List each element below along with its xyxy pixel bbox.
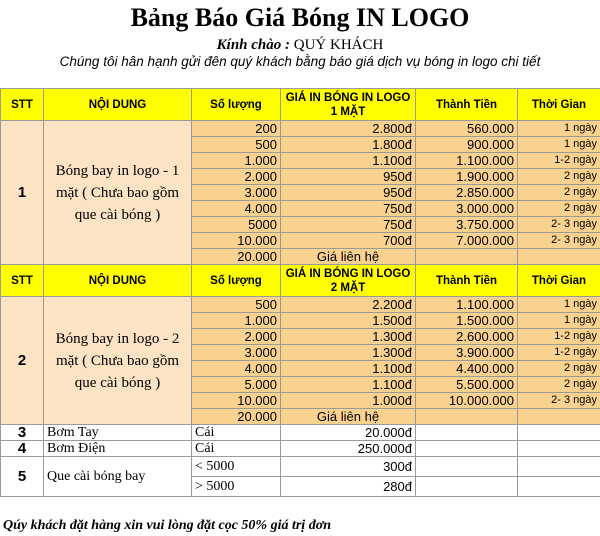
- total-cell: [416, 409, 518, 425]
- header-quantity: Số lượng: [192, 89, 281, 121]
- quantity-cell: 500: [192, 297, 281, 313]
- unit-price-cell: 20.000đ: [281, 425, 416, 441]
- total-cell: [416, 249, 518, 265]
- quantity-cell: 5000: [192, 217, 281, 233]
- unit-price-cell: 2.800đ: [281, 121, 416, 137]
- row-description: Que cài bóng bay: [44, 457, 192, 497]
- table-row: [1, 425, 600, 441]
- unit-price-cell: 1.100đ: [281, 361, 416, 377]
- footer-note: Qúy khách đặt hàng xin vui lòng đặt cọc 50% giá trị đơn: [3, 518, 331, 533]
- quantity-cell: 4.000: [192, 361, 281, 377]
- quantity-cell: 20.000: [192, 249, 281, 265]
- header-stt: STT: [1, 89, 44, 121]
- quantity-cell: 2.000: [192, 329, 281, 345]
- price-contact-cell: Giá liên hệ: [281, 249, 416, 265]
- unit-price-cell: 300đ: [281, 457, 416, 477]
- time-cell: [518, 477, 600, 497]
- unit-price-cell: 1.100đ: [281, 153, 416, 169]
- time-cell: [518, 441, 600, 457]
- unit-price-cell: 280đ: [281, 477, 416, 497]
- time-cell: [518, 425, 600, 441]
- row-description: Bóng bay in logo - 2 mặt ( Chưa bao gồm que cài bóng ): [44, 297, 192, 425]
- time-cell: [518, 457, 600, 477]
- quantity-cell: 5.000: [192, 377, 281, 393]
- total-cell: 560.000: [416, 121, 518, 137]
- time-cell: 2 ngày: [518, 185, 600, 201]
- quantity-cell: 500: [192, 137, 281, 153]
- quantity-cell: > 5000: [192, 477, 281, 497]
- intro-text: Chúng tôi hân hạnh gửi đên quý khách bằng báo giá dịch vụ bóng in logo chi tiết: [59, 54, 541, 69]
- unit-price-cell: 700đ: [281, 233, 416, 249]
- time-cell: [518, 249, 600, 265]
- quantity-cell: 3.000: [192, 345, 281, 361]
- header-row: [1, 89, 600, 121]
- time-cell: 1 ngày: [518, 313, 600, 329]
- quantity-cell: 4.000: [192, 201, 281, 217]
- row-stt: 3: [1, 425, 44, 441]
- total-cell: 3.750.000: [416, 217, 518, 233]
- price-table: [0, 88, 600, 497]
- total-cell: 10.000.000: [416, 393, 518, 409]
- unit-price-cell: 950đ: [281, 169, 416, 185]
- time-cell: 2 ngày: [518, 377, 600, 393]
- time-cell: 2 ngày: [518, 361, 600, 377]
- total-cell: 7.000.000: [416, 233, 518, 249]
- unit-price-cell: 750đ: [281, 217, 416, 233]
- header-quantity: Số lượng: [192, 265, 281, 297]
- total-cell: 3.000.000: [416, 201, 518, 217]
- header-time: Thời Gian: [518, 265, 600, 297]
- header-stt: STT: [1, 265, 44, 297]
- quantity-cell: 10.000: [192, 233, 281, 249]
- total-cell: 3.900.000: [416, 345, 518, 361]
- total-cell: 1.100.000: [416, 153, 518, 169]
- quantity-cell: 1.000: [192, 153, 281, 169]
- time-cell: 1-2 ngày: [518, 153, 600, 169]
- header-total: Thành Tiền: [416, 89, 518, 121]
- time-cell: 2 ngày: [518, 169, 600, 185]
- row-description: Bơm Điện: [44, 441, 192, 457]
- unit-price-cell: 950đ: [281, 185, 416, 201]
- greeting-name: QUÝ KHÁCH: [293, 37, 384, 53]
- total-cell: 2.850.000: [416, 185, 518, 201]
- total-cell: 1.100.000: [416, 297, 518, 313]
- unit-price-cell: 1.300đ: [281, 345, 416, 361]
- unit-price-cell: 1.300đ: [281, 329, 416, 345]
- unit-cell: Cái: [192, 441, 281, 457]
- time-cell: 1 ngày: [518, 121, 600, 137]
- row-description: Bơm Tay: [44, 425, 192, 441]
- time-cell: 1-2 ngày: [518, 345, 600, 361]
- time-cell: 1 ngày: [518, 297, 600, 313]
- page-title: Bảng Báo Giá Bóng IN LOGO: [130, 3, 470, 32]
- row-stt: 1: [1, 121, 44, 265]
- quantity-cell: 2.000: [192, 169, 281, 185]
- greeting-label: Kính chào :: [216, 37, 290, 53]
- time-cell: 2- 3 ngày: [518, 233, 600, 249]
- time-cell: 2- 3 ngày: [518, 393, 600, 409]
- total-cell: 4.400.000: [416, 361, 518, 377]
- row-description: Bóng bay in logo - 1 mặt ( Chưa bao gồm que cài bóng ): [44, 121, 192, 265]
- table-row: [1, 297, 600, 313]
- time-cell: 2 ngày: [518, 201, 600, 217]
- price-contact-cell: Giá liên hệ: [281, 409, 416, 425]
- row-stt: 2: [1, 297, 44, 425]
- header-unit-price: GIÁ IN BÓNG IN LOGO 2 MẶT: [281, 265, 416, 297]
- total-cell: 900.000: [416, 137, 518, 153]
- unit-price-cell: 1.800đ: [281, 137, 416, 153]
- header-unit-price: GIÁ IN BÓNG IN LOGO 1 MẶT: [281, 89, 416, 121]
- quantity-cell: 1.000: [192, 313, 281, 329]
- unit-price-cell: 750đ: [281, 201, 416, 217]
- header-content: NỘI DUNG: [44, 89, 192, 121]
- unit-price-cell: 250.000đ: [281, 441, 416, 457]
- row-stt: 5: [1, 457, 44, 497]
- quantity-cell: 20.000: [192, 409, 281, 425]
- quantity-cell: 3.000: [192, 185, 281, 201]
- quantity-cell: 200: [192, 121, 281, 137]
- unit-price-cell: 1.000đ: [281, 393, 416, 409]
- total-cell: [416, 477, 518, 497]
- header-time: Thời Gian: [518, 89, 600, 121]
- unit-price-cell: 1.500đ: [281, 313, 416, 329]
- total-cell: [416, 457, 518, 477]
- total-cell: [416, 441, 518, 457]
- greeting: [0, 36, 600, 54]
- total-cell: [416, 425, 518, 441]
- total-cell: 1.900.000: [416, 169, 518, 185]
- quantity-cell: 10.000: [192, 393, 281, 409]
- time-cell: 1-2 ngày: [518, 329, 600, 345]
- time-cell: 2- 3 ngày: [518, 217, 600, 233]
- time-cell: [518, 409, 600, 425]
- table-row: [1, 441, 600, 457]
- header-row: [1, 265, 600, 297]
- total-cell: 1.500.000: [416, 313, 518, 329]
- unit-price-cell: 1.100đ: [281, 377, 416, 393]
- header-total: Thành Tiền: [416, 265, 518, 297]
- table-row: [1, 457, 600, 477]
- table-row: [1, 121, 600, 137]
- time-cell: 1 ngày: [518, 137, 600, 153]
- unit-price-cell: 2.200đ: [281, 297, 416, 313]
- unit-cell: Cái: [192, 425, 281, 441]
- row-stt: 4: [1, 441, 44, 457]
- quantity-cell: < 5000: [192, 457, 281, 477]
- header-content: NỘI DUNG: [44, 265, 192, 297]
- total-cell: 2.600.000: [416, 329, 518, 345]
- total-cell: 5.500.000: [416, 377, 518, 393]
